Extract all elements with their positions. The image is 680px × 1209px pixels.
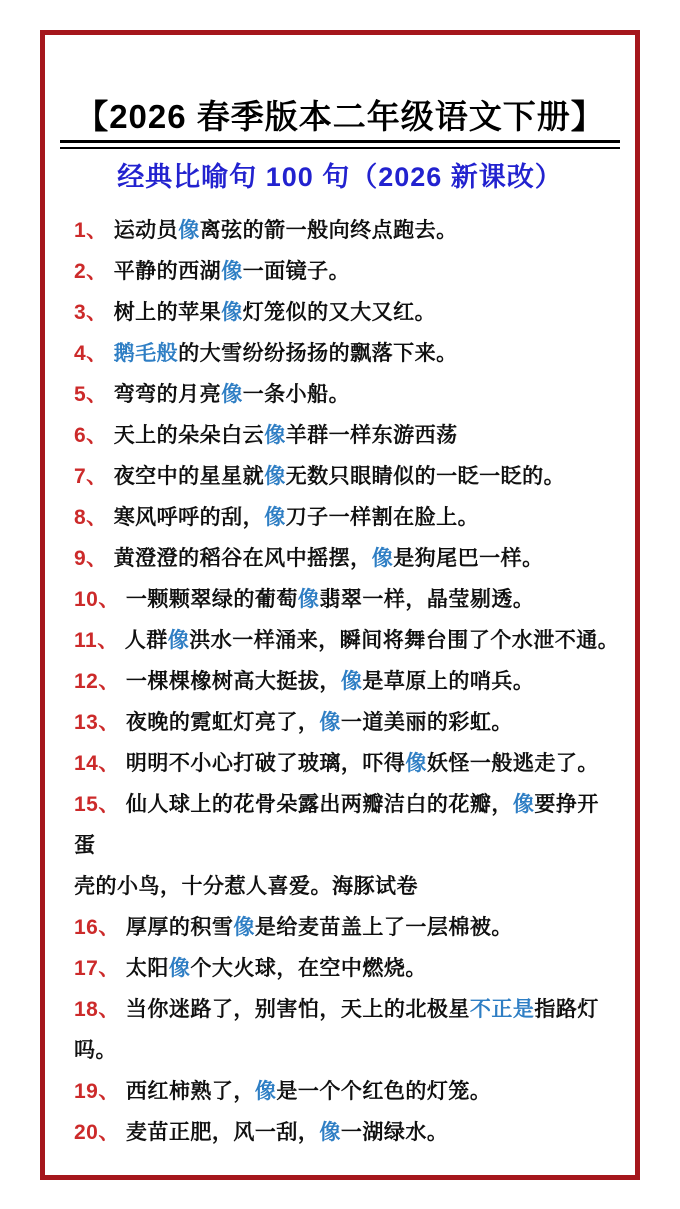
item-number: 16、 <box>74 916 120 939</box>
plain-text: 弯弯的月亮 <box>113 383 222 406</box>
item-number: 18、 <box>74 998 120 1021</box>
plain-text: 一道美丽的彩虹。 <box>340 711 513 734</box>
item-number: 9、 <box>74 547 108 570</box>
highlight-text: 像 <box>167 629 190 652</box>
plain-text: 壳的小鸟，十分惹人喜爱。海豚试卷 <box>74 875 418 898</box>
title-double-underline <box>60 140 620 149</box>
plain-text: 运动员 <box>113 219 179 242</box>
item-number: 20、 <box>74 1121 120 1144</box>
list-item <box>74 538 620 579</box>
item-text <box>126 752 599 775</box>
item-text <box>114 260 351 283</box>
item-number: 5、 <box>74 383 108 406</box>
item-number: 12、 <box>74 670 120 693</box>
item-number: 19、 <box>74 1080 120 1103</box>
plain-text: 的大雪纷纷扬扬的飘落下来。 <box>178 342 458 365</box>
highlight-text: 像 <box>168 957 191 980</box>
highlight-text: 像 <box>221 301 243 324</box>
plain-text: 西红柿熟了， <box>125 1080 255 1103</box>
plain-text: 灯笼似的又大又红。 <box>242 301 437 324</box>
plain-text: 是狗尾巴一样。 <box>393 547 544 570</box>
item-text <box>126 711 513 734</box>
highlight-text: 像 <box>319 711 341 734</box>
plain-text: 天上的朵朵白云 <box>113 424 265 447</box>
highlight-text: 像 <box>178 219 200 242</box>
list-item <box>74 292 620 333</box>
item-number: 15、 <box>74 793 120 816</box>
plain-text: 夜晚的霓虹灯亮了， <box>125 711 320 734</box>
item-number: 10、 <box>74 588 120 611</box>
page-subtitle: 经典比喻句 100 句（2026 新课改） <box>117 162 563 192</box>
item-text <box>114 219 458 242</box>
plain-text: 一条小船。 <box>242 383 351 406</box>
plain-text: 寒风呼呼的刮， <box>113 506 265 529</box>
list-item <box>74 661 620 702</box>
list-item <box>74 702 620 743</box>
plain-text: 是一个个红色的灯笼。 <box>276 1080 492 1103</box>
plain-text: 麦苗正肥，风一刮， <box>125 1121 320 1144</box>
list-item <box>74 907 620 948</box>
item-number: 4、 <box>74 342 108 365</box>
item-text <box>114 506 480 529</box>
highlight-text: 像 <box>512 793 535 816</box>
list-item <box>74 374 620 415</box>
plain-text: 明明不小心打破了玻璃，吓得 <box>125 752 406 775</box>
plain-text: 是给麦苗盖上了一层棉被。 <box>254 916 513 939</box>
plain-text: 无数只眼睛似的一眨一眨的。 <box>285 465 566 488</box>
plain-text: 翡翠一样，晶莹剔透。 <box>319 588 535 611</box>
list-item <box>74 456 620 497</box>
item-text <box>114 465 566 488</box>
item-number: 7、 <box>74 465 108 488</box>
red-frame <box>40 30 640 1180</box>
item-number: 17、 <box>74 957 120 980</box>
item-text <box>126 670 535 693</box>
item-number: 8、 <box>74 506 108 529</box>
highlight-text: 像 <box>297 588 320 611</box>
plain-text: 羊群一样东游西荡 <box>285 424 458 447</box>
item-text <box>126 1080 492 1103</box>
list-item <box>74 1112 620 1153</box>
item-text <box>114 424 458 447</box>
list-item <box>74 251 620 292</box>
item-text <box>74 793 599 898</box>
item-number: 6、 <box>74 424 108 447</box>
list-item <box>74 948 620 989</box>
plain-text: 洪水一样涌来，瞬间将舞台围了个水泄不通。 <box>189 629 620 652</box>
plain-text: 要挣开蛋 <box>74 793 599 857</box>
item-text <box>126 916 513 939</box>
highlight-text: 像 <box>340 670 363 693</box>
list-item <box>74 743 620 784</box>
item-number: 1、 <box>74 219 108 242</box>
plain-text: 树上的苹果 <box>113 301 222 324</box>
list-item <box>74 579 620 620</box>
list-item <box>74 784 620 907</box>
plain-text: 平静的西湖 <box>113 260 222 283</box>
item-number: 11、 <box>74 629 119 652</box>
highlight-text: 像 <box>264 465 286 488</box>
item-text <box>114 301 437 324</box>
plain-text: 妖怪一般逃走了。 <box>426 752 599 775</box>
plain-text: 是草原上的哨兵。 <box>362 670 535 693</box>
sentence-list <box>60 210 620 1153</box>
highlight-text: 像 <box>233 916 255 939</box>
item-text <box>74 998 599 1062</box>
plain-text: 指路灯 <box>534 998 599 1021</box>
list-item <box>74 497 620 538</box>
plain-text: 吗。 <box>74 1039 117 1062</box>
item-text <box>126 957 427 980</box>
highlight-text: 鹅毛般 <box>113 342 179 365</box>
plain-text: 离弦的箭一般向终点跑去。 <box>199 219 458 242</box>
plain-text: 个大火球，在空中燃烧。 <box>190 957 427 980</box>
highlight-text: 不正是 <box>469 998 535 1021</box>
plain-text: 仙人球上的花骨朵露出两瓣洁白的花瓣， <box>125 793 513 816</box>
list-item <box>74 415 620 456</box>
plain-text: 一棵棵橡树高大挺拔， <box>125 670 341 693</box>
item-text <box>126 1121 449 1144</box>
plain-text: 刀子一样割在脸上。 <box>285 506 480 529</box>
highlight-text: 像 <box>319 1121 341 1144</box>
highlight-text: 像 <box>371 547 394 570</box>
item-number: 3、 <box>74 301 108 324</box>
highlight-text: 像 <box>221 383 243 406</box>
item-text <box>126 588 535 611</box>
plain-text: 一颗颗翠绿的葡萄 <box>125 588 298 611</box>
item-number: 2、 <box>74 260 108 283</box>
list-item <box>74 1071 620 1112</box>
plain-text: 当你迷路了，别害怕，天上的北极星 <box>125 998 470 1021</box>
plain-text: 夜空中的星星就 <box>113 465 265 488</box>
item-text <box>114 342 458 365</box>
highlight-text: 像 <box>221 260 243 283</box>
highlight-text: 像 <box>254 1080 277 1103</box>
item-text <box>114 547 544 570</box>
plain-text: 一湖绿水。 <box>340 1121 449 1144</box>
highlight-text: 像 <box>405 752 427 775</box>
plain-text: 黄澄澄的稻谷在风中摇摆， <box>113 547 372 570</box>
list-item <box>74 989 620 1071</box>
item-text <box>114 383 351 406</box>
plain-text: 人群 <box>124 629 168 652</box>
highlight-text: 像 <box>264 424 286 447</box>
highlight-text: 像 <box>264 506 286 529</box>
plain-text: 一面镜子。 <box>242 260 351 283</box>
plain-text: 太阳 <box>125 957 169 980</box>
plain-text: 厚厚的积雪 <box>125 916 234 939</box>
item-number: 13、 <box>74 711 120 734</box>
list-item <box>74 620 620 661</box>
list-item <box>74 210 620 251</box>
list-item <box>74 333 620 374</box>
page-title: 【2026 春季版本二年级语文下册】 <box>75 98 605 135</box>
item-number: 14、 <box>74 752 120 775</box>
item-text <box>125 629 620 652</box>
